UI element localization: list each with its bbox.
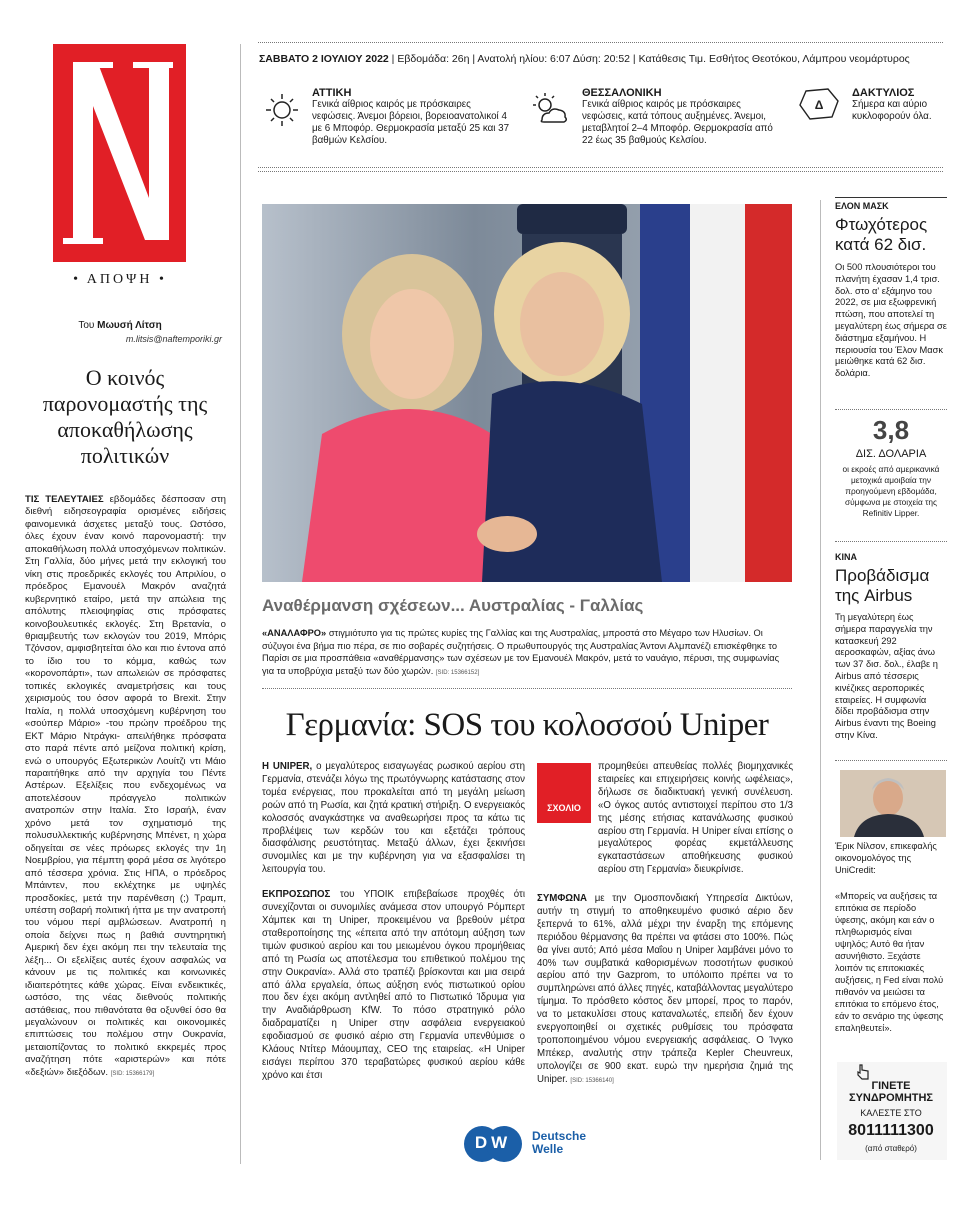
portrait-photo [840, 770, 946, 837]
stat-unit: ΔΙΣ. ΔΟΛΑΡΙΑ [855, 448, 927, 460]
column-divider [820, 200, 821, 1160]
hand-pointer-icon [855, 1064, 871, 1080]
svg-text:Δ: Δ [814, 98, 824, 112]
comment-badge: ΣΧΟΛΙΟ [537, 763, 591, 823]
article-column-2: ΣΥΜΦΩΝΑ με την Ομοσπονδιακή Υπηρεσία Δικτύων, αυτήν τη στιγμή το αποθηκευμένο φυσικό αέριο δεν ξεπερνά το 61%, αλλά μέχρι την έναρξη της επόμενης περιόδου θέρμανσης θα πρέπει να φτάσει στο 100%. Πώς θα γίνει αυτό; Από μέσα Μαΐου η Uniper λαμβάνει μόνο το 40% των συμβατικά καθορισμένων ποσοτήτων φυσικού αερίου από την Gazprom, το υπόλοιπο πρέπει να το συμπληρώνει από άλλες πηγές, καταβάλλοντας μεγαλύτερο τίμημα. Το πρόσθετο κόστος δεν μπορεί, προς το παρόν, να το μετακυλίσει στους καταναλωτές, επειδή δεν έχουν ενεργοποιηθεί οι σχετικές ρυθμίσεις του πρόσφατα τροποποιημένου νόμου ενεργειακής ασφάλειας. Ο Ίνγκο Μπέκερ, αναλυτής στην τράπεζα Kepler Cheuvreux, υπολογίζει σε 900 εκατ. ευρώ την ημερήσια ζημιά της Uniper. [SID: 15366140] [537, 893, 793, 1085]
opinion-body: ΤΙΣ ΤΕΛΕΥΤΑΙΕΣ εβδομάδες δέσποσαν στη διεθνή ειδησεογραφία ορισμένες ειδήσεις φαινομενικά άσχετες μεταξύ τους. Ωστόσο, όλες έχουν έναν κοινό παρονομαστή: την αποκαθήλωση πολλά υποσχόμενων πολιτικών. Στη Γαλλία, δύο μήνες μετά την εκλογική του νίκη στις προεδρικές εκλογές του Απριλίου, ο πρόεδρος Εμανουέλ Μακρόν αναζητά κυβερνητικό εταίρο, μετά την απώλεια της απόλυτης πλειοψηφίας στις πρόσφατες κοινοβουλευτικές εκλογές. Στη Βρετανία, ο θριαμβευτής των εκλογών του 2019, Μπόρις Τζόνσον, αμφισβητείται όλο και πιο έντονα από το ίδιο του το κόμμα, καθώς των «κορονοπάρτι», των απωλειών σε πρόσφατες τοπικές εκλογικές αναμετρήσεις και τους χειρισμούς του όσον αφορά το Brexit. Στην Ιταλία, η πολλά υποσχόμενη κυβέρνηση του «σούπερ Μάριο» -του πρώην προέδρου της ΕΚΤ Μάριο Ντράγκι- απειλήθηκε πρόσφατα στο παρά πέντε από μείζονα πολιτική κρίση, ενώ ο υπουργός Εξωτερικών Λουίτζι ντι Μάιο παραιτήθηκε από την αρχηγία του Πέντε Αστέρων. Εξελίξεις που ενδεχομένως να αποτελέσουν πρόαγγελο πολιτικών ανατροπών στην Ιταλία. Στο Ισραήλ, έναν χρόνο μετά τον σχηματισμό της πολυσυλλεκτικής κυβέρνησης Μπένετ, η χώρα οδηγείται σε νέες πρόωρες εκλογές την 1η Νοεμβρίου, για πέμπτη φορά μέσα σε λιγότερο από τέσσερα χρόνια. Στις ΗΠΑ, ο πρόεδρος Μπάιντεν, που εκλέχτηκε με υψηλές προσδοκίες, μετά την παρένθεση (;) Τραμπ, υπέστη σοβαρή πολιτική ήττα με την ανατροπή του νόμου περί αμβλώσεων. Ανατροπή η οποία δείχνει πως η βαθιά συντηρητική Αμερική δεν έχει ακόμη πει την τελευταία της λέξη... Οι εξελίξεις αυτές έχουν ασφαλώς να κάνουν με τις πολιτικές και κοινωνικές ιδιαιτερότητες κάθε χώρας. Είναι ενδεικτικές, ωστόσο, της νέας διεθνούς πολιτικής αστάθειας, που πιθανότατα θα οξυνθεί όσο θα μεγαλώνουν οι πολιτικές και οικονομικές επιπτώσεις του πολέμου στην Ουκρανία, μεταιοπίζοντας το πολιτικό εκκρεμές προς αναζήτηση πότε «αριστερών» και πότε «δεξιών» διεξόδων. [SID: 15366179] [25, 494, 226, 1078]
traffic-ring-icon [798, 87, 842, 121]
photo-caption: Αναθέρμανση σχέσεων... Αυστραλίας - Γαλλίας [262, 596, 644, 615]
brief-body: Οι 500 πλουσιότεροι του πλανήτη έχασαν 1,4 τρισ. δολ. στο α' εξάμηνο του 2022, σε μια εξωφρενική πτώση, που αποτελεί τη μεγαλύτερη έως σήμερα σε διάστημα εξαμήνου. Η περιουσία του Έλον Μασκ μειώθηκε κατά 62 δισ. δολάρια. [835, 262, 947, 379]
subscribe-title: ΓΙΝΕΤΕ ΣΥΝΔΡΟΜΗΤΗΣ [848, 1080, 934, 1104]
kicker: ΕΛΟΝ ΜΑΣΚ [835, 201, 889, 211]
brief-title: Προβάδισμα της Airbus [835, 566, 930, 605]
section-label: • ΑΠΟΨΗ • [73, 272, 167, 287]
article-headline: Γερμανία: SOS του κολοσσού Uniper [285, 707, 769, 743]
photo-description: «ΑΝΑΛΑΦΡΟ» στιγμιότυπο για τις πρώτες κυρίες της Γαλλίας και της Αυστραλίας, μπροστά στο Μέγαρο των Ηλυσίων. Οι σύζυγοι ένα βήμα πιο πέρα, σε πιο σοβαρές συζητήσεις. Ο πρωθυπουργός της Αυστραλίας Άντονι Αλμπανέζι επισκέφθηκε το Παρίσι σε μια προσπάθεια «αναθέρμανσης» των σχέσεων με τον Εμανουέλ Μακρόν, μετά το ναυάγιο, πέρυσι, της συμφωνίας για τα υποβρύχια μεταξύ των δύο χωρών. [SID: 15366152] [262, 628, 780, 676]
weather-thessaloniki: ΘΕΣΣΑΛΟΝΙΚΗ Γενικά αίθριος καιρός με πρόσκαιρες νεφώσεις, κατά τόπους αυξημένες. Άνεμοι, μεταβλητοί 2–4 Μποφόρ. Θερμοκρασία από 22 έως 35 βαθμούς Κελσίου. [582, 87, 773, 146]
weather-attica: ΑΤΤΙΚΗ Γενικά αίθριος καιρός με πρόσκαιρες νεφώσεις. Άνεμοι βόρειοι, βορειοανατολικοί 4 με 6 Μποφόρ. Θερμοκρασία μεταξύ 25 και 37 βαθμών Κελσίου. [312, 87, 510, 146]
rule [258, 167, 943, 168]
opinion-title: Ο κοινός παρονομαστής της αποκαθήλωσης πολιτικών [42, 365, 208, 468]
subscribe-note: (από σταθερό) [865, 1144, 917, 1153]
deutsche-welle-logo [462, 1124, 607, 1164]
brief-title: Φτωχότερος κατά 62 δισ. [835, 215, 928, 254]
rule [835, 409, 947, 410]
dw-wordmark: Deutsche Welle [532, 1129, 587, 1156]
weather-ring: ΔΑΚΤΥΛΙΟΣ Σήμερα και αύριο κυκλοφορούν όλα. [852, 87, 932, 122]
sun-icon [262, 90, 302, 130]
quote-attribution: Έρικ Νίλσον, επικεφαλής οικονομολόγος της UniCredit: [835, 841, 937, 875]
article-column-1: Η UNIPER, ο μεγαλύτερος εισαγωγέας ρωσικού αερίου στη Γερμανία, στενάζει λόγω της πρωτόγνωρης κατάστασης στον τομέα ενέργειας, που προκαλείται από τη μεγάλη μείωση ροών από τη Ρωσία, και ζητά κρατική στήριξη. Ο ενεργειακός κολοσσός αναγκάστηκε να αναθεωρήσει προς τα κάτω τις προβλέψεις των κερδών του και εξετάζει τρόπους διασφάλισης ρευστότητας. Μεταξύ άλλων, έχει ξεκινήσει συνομιλίες και με την κυβέρνηση για να εξασφαλίσει τη λειτουργία του. ΕΚΠΡΟΣΩΠΟΣ του ΥΠΟΙΚ επιβεβαίωσε προχθές ότι συνεχίζονται οι συνομιλίες ανάμεσα στον υπουργό Ρόμπερτ Χάμπεκ και τη Uniper, προκειμένου να βρεθούν μέτρα σταθεροποίησης της «έπειτα από την απότομη αύξηση των τιμών φυσικού αερίου και του μειωμένου όγκου προμήθειας από τη Ρωσία ως αποτέλεσμα του επιθετικού πολέμου της στην Ουκρανία». Αλλά στο τραπέζι βρίσκονται και μια σειρά από άλλα εργαλεία, όπως αύξηση ενός πιστωτικού ορίου που δεν έχει ακόμη αντληθεί από το Πιστωτικό Ίδρυμα για την Αναδιάρθρωση KfW. Το πόσο στρατηγικό ρόλο διαδραματίζει η Uniper στην ασφάλεια ενεργειακού εφοδιασμού σε φυσικό αέριο στη Γερμανία υπενθύμισε ο Κλάους Ντίτερ Μάουμπαχ, CEO της εταιρείας. «Η Uniper εισάγει περίπου 370 τεραβατώρες φυσικού αερίου κάθε χρόνο και έτσι [262, 761, 525, 1081]
rule [835, 760, 947, 761]
kicker: ΚΙΝΑ [835, 552, 857, 562]
rule [835, 197, 947, 198]
byline: Του Μωυσή Λίτση [78, 320, 162, 331]
brief-body: Τη μεγαλύτερη έως σήμερα παραγγελία την κατασκευή 292 αεροσκαφών, αξίας άνω των 37 δισ. δολ., έλαβε η Airbus από τέσσερις κινέζικες αεροπορικές εταιρείες. Η συμφωνία δίδει προβάδισμα στην Airbus έναντι της Boeing στην Κίνα. [835, 612, 938, 740]
author-email: m.litsis@naftemporiki.gr [125, 334, 222, 344]
column-divider [240, 44, 241, 1164]
stat-description: οι εκροές από αμερικανικά μετοχικά αμοιβαία την προηγούμενη εβδομάδα, σύμφωνα με στοιχεία της Refinitiv Lipper. [842, 464, 940, 518]
rule [835, 541, 947, 542]
article-column-2-top: προμηθεύει απευθείας πολλές βιομηχανικές εταιρείες και επιχειρήσεις κοινής ωφέλειας», δήλωσε σε διαδικτυακή γενική συνέλευση. «Ο όγκος αυτός αντιστοιχεί περίπου στο 1/3 της μέσης ετήσιας κατανάλωσης φυσικού αερίου στη Γερμανία. Η Uniper είναι επίσης ο μεγαλύτερος φορέας εκμετάλλευσης εγκαταστάσεων αποθήκευσης φυσικού αερίου στη Γερμανία» διευκρίνισε. [598, 761, 793, 876]
subscribe-call: ΚΑΛΕΣΤΕ ΣΤΟ [860, 1108, 922, 1118]
rule [258, 171, 943, 172]
partly-cloudy-icon [530, 90, 570, 130]
rule [262, 688, 792, 689]
quote-text: «Μπορείς να αυξήσεις τα επιτόκια σε περίοδο ύφεσης, ακόμη και εάν ο πληθωρισμός είναι υψηλός; Αυτό θα ήταν ασυνήθιστο. Ξεχάστε λοιπόν τις επιτοκιακές αυξήσεις, η Fed είναι πολύ πιθανόν να μειώσει τα επιτόκια το επόμενο έτος, εάν το σενάριο της ύφεσης επαληθευτεί». [835, 891, 944, 1033]
top-rule [258, 42, 943, 43]
stat-value: 3,8 [872, 415, 910, 445]
dw-mark-text: DW [474, 1133, 512, 1152]
photo-first-ladies [262, 204, 792, 582]
newspaper-logo-n [53, 48, 186, 258]
subscribe-phone: 8011111300 [848, 1122, 934, 1139]
dateline: ΣΑΒΒΑΤΟ 2 ΙΟΥΛΙΟΥ 2022 | Εβδομάδα: 26η | Ανατολή ηλίου: 6:07 Δύση: 20:52 | Κατάθεσις Τιμ. Εσθήτος Θεοτόκου, Λάμπρου νεομάρτυρος [259, 53, 910, 65]
